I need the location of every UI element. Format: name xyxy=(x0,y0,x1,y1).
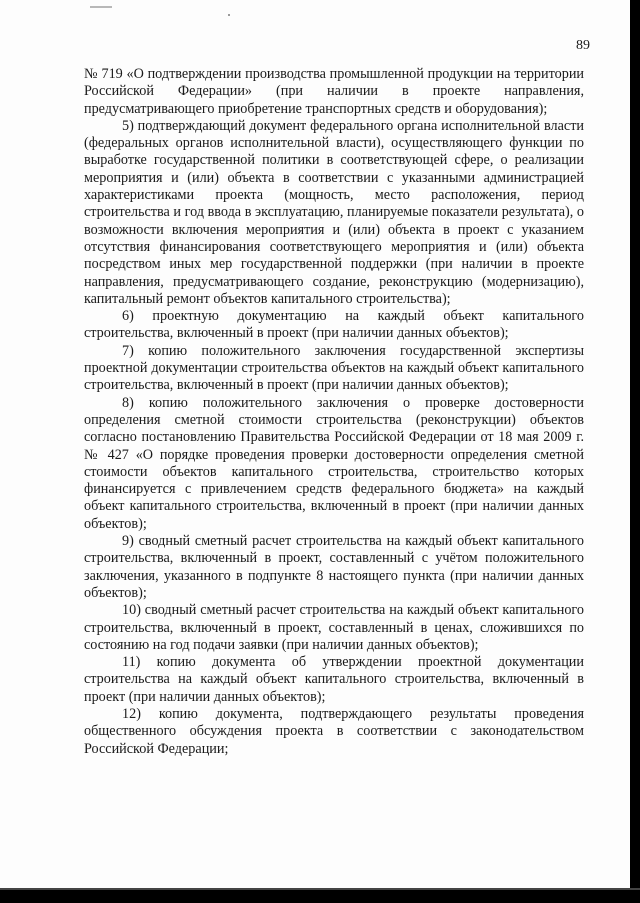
scan-border-right xyxy=(630,0,640,903)
page-number: 89 xyxy=(576,38,590,53)
list-item-6: 6) проектную документацию на каждый объект капитального строительства, включенный в проект (при наличии данных объектов); xyxy=(84,308,584,342)
list-item-8: 8) копию положительного заключения о проверке достоверности определения сметной стоимости строительства (реконструкции) объектов согласно постановлению Правительства Российской Федерации от 18 мая 2009 г. № 427 «О порядке проведения проверки достоверности определения сметной стоимости объектов капитального строительства, строительство которых финансируется с привлечением средств федерального бюджета» на каждый объект капитального строительства, включенный в проект (при наличии данных объектов); xyxy=(84,394,584,532)
scan-artifact-line xyxy=(90,6,112,8)
list-item-7: 7) копию положительного заключения государственной экспертизы проектной документации строительства объектов на каждый объект капитального строительства, включенный в проект (при наличии данных объектов); xyxy=(84,342,584,394)
list-item-5: 5) подтверждающий документ федерального органа исполнительной власти (федеральных органов исполнительной власти), осуществляющего функции по выработке государственной политики в соответствующей сфере, о реализации мероприятия и (или) объекта в соответствии с указанными администрацией характеристиками проекта (мощность, место расположения, период строительства и год ввода в эксплуатацию, планируемые показатели результата), о возможности включения мероприятия и (или) объекта в проект с указанием отсутствия финансирования соответствующего мероприятия и (или) объекта посредством иных мер государственной поддержки (при наличии в проекте направления, предусматривающего создание, реконструкцию (модернизацию), капитальный ремонт объектов капитального строительства); xyxy=(84,117,584,307)
document-body xyxy=(84,66,584,758)
list-item-11: 11) копию документа об утверждении проектной документации строительства на каждый объект капитального строительства, включенный в проект (при наличии данных объектов); xyxy=(84,654,584,705)
scan-border-bottom xyxy=(0,890,640,903)
list-item-9: 9) сводный сметный расчет строительства на каждый объект капитального строительства, включенный в проект, составленный с учётом положительного заключения, указанного в подпункте 8 настоящего пункта (при наличии данных объектов); xyxy=(84,533,584,601)
scan-artifact-dot xyxy=(228,14,230,16)
list-item-12: 12) копию документа, подтверждающего результаты проведения общественного обсуждения проекта в соответствии с законодательством Российской Федерации; xyxy=(84,705,584,757)
paragraph-continuation: № 719 «О подтверждении производства промышленной продукции на территории Российской Федерации» (при наличии в проекте направления, предусматривающего приобретение транспортных средств и оборудования); xyxy=(84,66,584,117)
list-item-10: 10) сводный сметный расчет строительства на каждый объект капитального строительства, включенный в проект, составленный в ценах, сложившихся по состоянию на год подачи заявки (при наличии данных объектов); xyxy=(84,602,584,653)
